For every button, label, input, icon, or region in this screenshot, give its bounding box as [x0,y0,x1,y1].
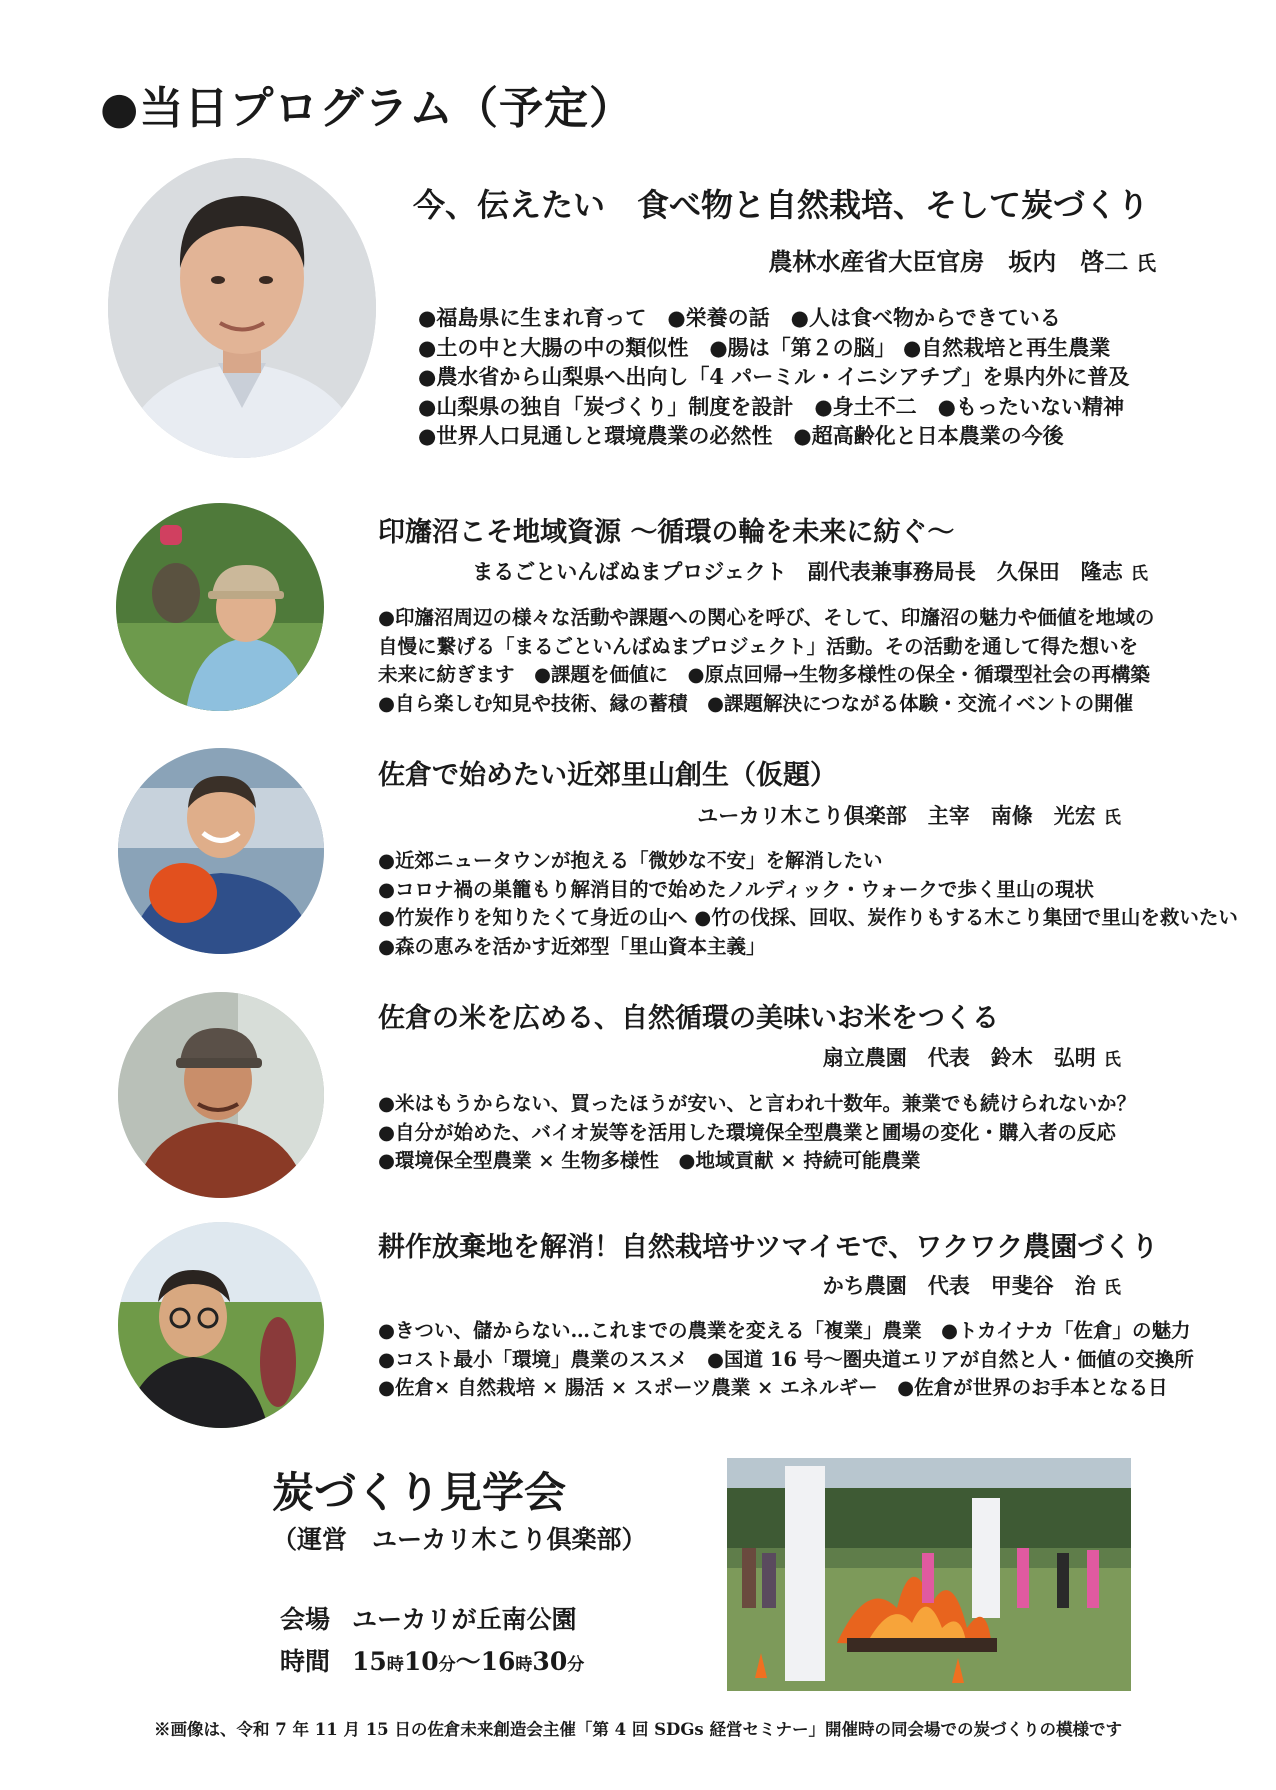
list-item: 未来に紡ぎます ●課題を価値に ●原点回帰→生物多様性の保全・循環型社会の再構築 [378,663,1150,686]
tour-time: 時間 15時10分～16時30分 [280,1647,585,1676]
page-heading: ●当日プログラム（予定） [100,83,634,134]
session-5-title: 耕作放棄地を解消！自然栽培サツマイモで、ワクワク農園づくり [378,1232,1159,1263]
person-avatar-icon [118,1222,324,1428]
session-5-speaker: かち農園 代表 甲斐谷 治 氏 [822,1273,1121,1298]
speaker-photo-5 [118,1222,324,1428]
list-item: ●佐倉× 自然栽培 × 腸活 × スポーツ農業 × エネルギー ●佐倉が世界のお手本となる日 [378,1376,1168,1399]
list-item: 自慢に繋げる「まるごといんばぬまプロジェクト」活動。その活動を通して得た想いを [378,634,1139,658]
speaker-photo-4 [118,992,324,1198]
list-item: ●近郊ニュータウンが抱える「微妙な不安」を解消したい [378,849,883,872]
list-item: ●コロナ禍の巣籠もり解消目的で始めたノルディック・ウォークで歩く里山の現状 [378,877,1094,901]
session-3-title: 佐倉で始めたい近郊里山創生（仮題） [378,760,837,791]
list-item: ●山梨県の独自「炭づくり」制度を設計 ●身土不二 ●もったいない精神 [418,393,1124,419]
list-item: ●自ら楽しむ知見や技術、縁の蓄積 ●課題解決につながる体験・交流イベントの開催 [378,691,1134,715]
speaker-photo-1 [108,158,376,458]
list-item: ●世界人口見通しと環境農業の必然性 ●超高齢化と日本農業の今後 [418,423,1064,448]
tour-venue [280,1600,577,1636]
venue-value: ユーカリが丘南公園 [352,1605,577,1634]
session-5-points [378,1317,1194,1403]
venue-label: 会場 [280,1605,331,1634]
list-item: ●コスト最小「環境」農業のススメ ●国道 16 号～圏央道エリアが自然と人・価値の交換所 [378,1347,1194,1371]
session-4-points [378,1090,1136,1176]
session-1-speaker: 農林水産省大臣官房 坂内 啓二 氏 [768,247,1156,276]
list-item: ●自分が始めた、バイオ炭等を活用した環境保全型農業と圃場の変化・購入者の反応 [378,1120,1116,1144]
list-item: ●土の中と大腸の中の類似性 ●腸は「第２の脳」 ●自然栽培と再生農業 [418,334,1111,360]
speaker-photo-3 [118,748,324,954]
tour-title: 炭づくり見学会 [272,1468,567,1517]
list-item: ●きつい、儲からない…これまでの農業を変える「複業」農業 ●トカイナカ「佐倉」の魅力 [378,1319,1191,1342]
session-2-title: 印旛沼こそ地域資源 ～循環の輪を未来に紡ぐ～ [378,517,955,548]
session-4-speaker: 扇立農園 代表 鈴木 弘明 氏 [822,1045,1121,1070]
list-item: ●竹炭作りを知りたくて身近の山へ ●竹の伐採、回収、炭作りもする木こり集団で里山を救いたい [378,906,1238,929]
session-3-points [378,847,1238,961]
bonfire-scene-icon [727,1458,1131,1691]
speaker-photo-2 [116,503,324,711]
footnote: ※画像は、令和 7 年 11 月 15 日の佐倉未来創造会主催「第 4 回 SDGs 経営セミナー」開催時の同会場での炭づくりの模様です [154,1720,1122,1739]
session-3-speaker: ユーカリ木こり倶楽部 主宰 南條 光宏 氏 [697,803,1121,828]
session-2-points [378,604,1154,718]
person-avatar-icon [108,158,376,458]
tour-organizer: （運営 ユーカリ木こり倶楽部） [272,1525,647,1554]
person-avatar-icon [118,748,324,954]
list-item: ●印旛沼周辺の様々な活動や課題への関心を呼び、そして、印旛沼の魅力や価値を地域の [378,606,1155,629]
session-1-points [418,303,1129,451]
list-item: ●米はもうからない、買ったほうが安い、と言われ十数年。兼業でも続けられないか？ [378,1092,1137,1115]
session-2-speaker: まるごといんばぬまプロジェクト 副代表兼事務局長 久保田 隆志 氏 [472,559,1148,584]
list-item: ●環境保全型農業 × 生物多様性 ●地域貢献 × 持続可能農業 [378,1149,921,1172]
list-item: ●森の恵みを活かす近郊型「里山資本主義」 [378,934,766,958]
session-4-title: 佐倉の米を広める、自然循環の美味いお米をつくる [378,1003,999,1034]
time-label: 時間 [280,1647,331,1676]
person-avatar-icon [118,992,324,1198]
person-avatar-icon [116,503,324,711]
list-item: ●農水省から山梨県へ出向し「4 パーミル・イニシアチブ」を県内外に普及 [418,364,1130,389]
list-item: ●福島県に生まれ育って ●栄養の話 ●人は食べ物からできている [418,305,1061,330]
charcoal-event-photo [727,1458,1131,1691]
session-1-title: 今、伝えたい 食べ物と自然栽培、そして炭づくり [413,186,1150,224]
